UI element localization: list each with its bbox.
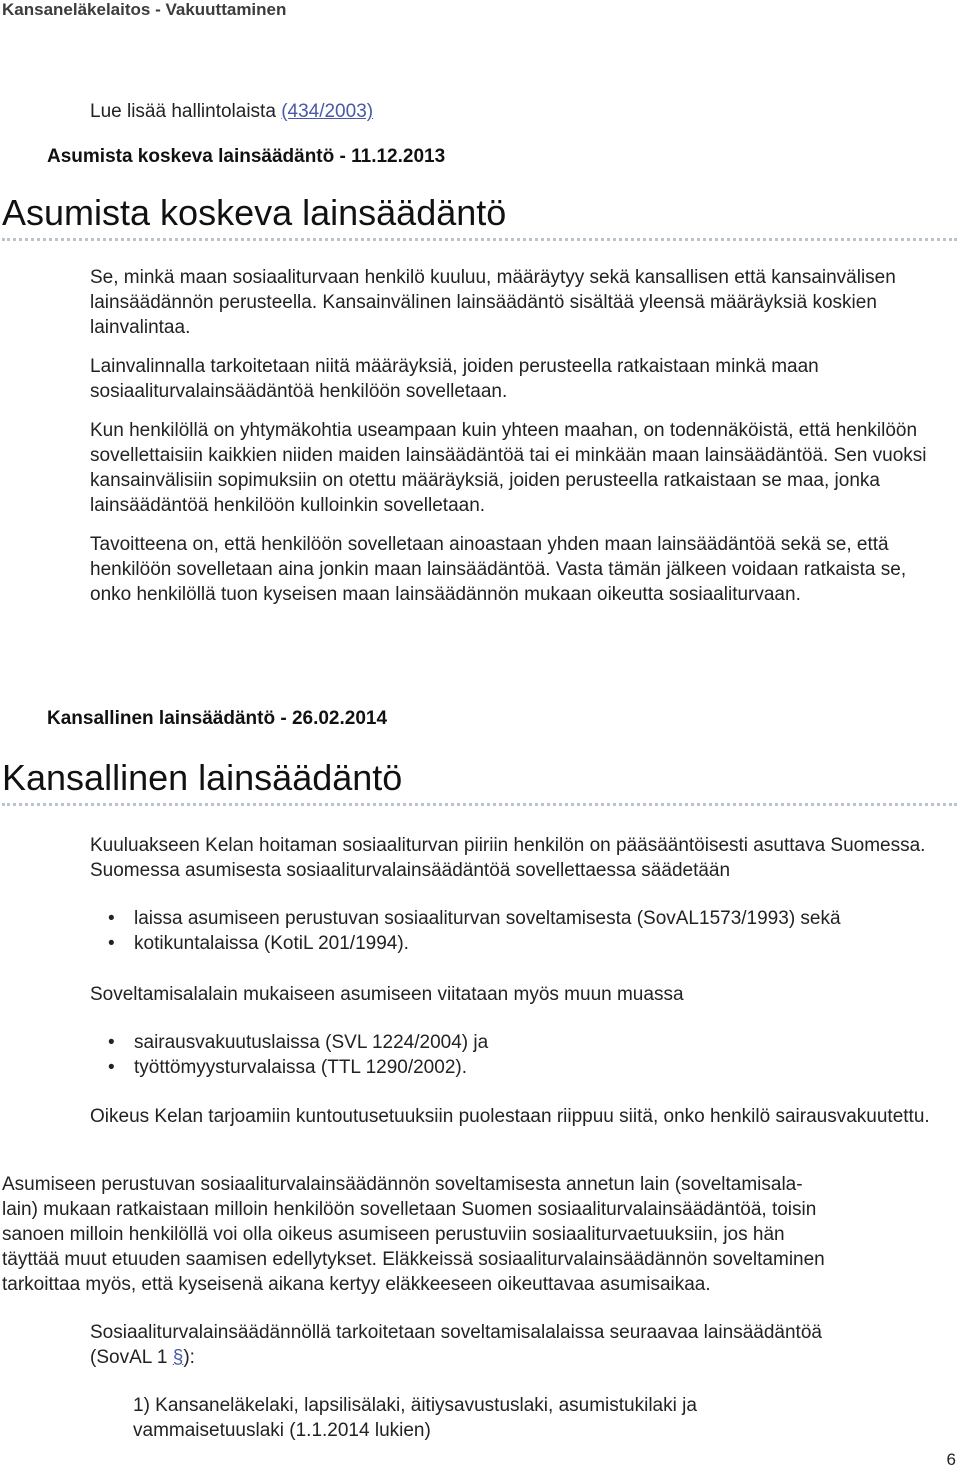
bullet-icon: •: [108, 908, 115, 929]
page-number: 6: [946, 1450, 956, 1469]
list-item: • sairausvakuutuslaissa (SVL 1224/2004) ja: [108, 1032, 489, 1053]
read-more-text: Lue lisää hallintolaista: [90, 101, 282, 122]
section2-p1: Kuuluakseen Kelan hoitaman sosiaaliturvan piiriin henkilön on pääsääntöisesti asuttava Suomessa. Suomessa asumisesta sosiaaliturvalainsäädäntöä sovellettaessa säädetään: [90, 835, 926, 881]
text-line: tarkoittaa myös, että kyseisenä aikana kertyy eläkkeeseen oikeuttavaa asumisaikaa.: [2, 1274, 711, 1295]
page-title-asuminen: Asumista koskeva lainsäädäntö: [2, 192, 507, 233]
list-item: • työttömyysturvalaissa (TTL 1290/2002).: [108, 1057, 467, 1078]
title-divider: [2, 238, 957, 241]
text-line: Sosiaaliturvalainsäädännöllä tarkoitetaan soveltamisalalaissa seuraavaa lainsäädäntöä: [90, 1322, 822, 1343]
text-line: (SovAL 1 §):: [90, 1347, 195, 1368]
paragraph: Lainvalinnalla tarkoitetaan niitä määräyksiä, joiden perusteella ratkaistaan minkä maan sosiaaliturvalainsäädäntöä henkilöön sovelletaan.: [90, 356, 819, 402]
section2-p5: [90, 1320, 950, 1370]
page-header: Kansaneläkelaitos - Vakuuttaminen: [2, 0, 287, 19]
numbered-item: 1) Kansaneläkelaki, lapsilisälaki, äitiysavustuslaki, asumistukilaki ja vammaisetuuslaki (1.1.2014 lukien): [133, 1395, 697, 1441]
section2-p2: Soveltamisalalain mukaiseen asumiseen viitataan myös muun muassa: [90, 984, 684, 1005]
bullet-icon: •: [108, 1032, 115, 1053]
text-line: lain) mukaan ratkaistaan milloin henkilöön sovelletaan Suomen sosiaaliturvalainsäädäntöä, toisin: [2, 1199, 817, 1220]
list-item: • kotikuntalaissa (KotiL 201/1994).: [108, 933, 409, 954]
viittaus-law-list: [108, 1030, 948, 1080]
section-sign-link[interactable]: §: [172, 1347, 184, 1368]
paragraph: Kun henkilöllä on yhtymäkohtia useampaan kuin yhteen maahan, on todennäköistä, että henkilöön sovellettaisiin kaikkien niiden maiden lainsäädäntöä tai ei minkään maan lainsäädäntöä. Sen vuoksi kansainvälisiin sopimuksiin on otettu määräyksiä, joiden perusteella ratkaistaan se maa, jonka lainsäädäntöä henkilöön kulloinkin sovelletaan.: [90, 420, 927, 516]
paragraph: Se, minkä maan sosiaaliturvaan henkilö kuuluu, määräytyy sekä kansallisen että kansainvälisen lainsäädännön perusteella. Kansainvälinen lainsäädäntö sisältää yleensä määräyksiä koskien lainvalintaa.: [90, 267, 896, 338]
asuminen-law-list: [108, 906, 948, 956]
section2-p3: Oikeus Kelan tarjoamiin kuntoutusetuuksiin puolestaan riippuu siitä, onko henkilö sairausvakuutettu.: [90, 1106, 930, 1127]
title-divider: [2, 803, 957, 806]
bullet-icon: •: [108, 933, 115, 954]
text-line: sanoen milloin henkilöllä voi olla oikeus asumiseen perustuviin sosiaaliturvaetuuksiin, jos hän: [2, 1224, 785, 1245]
section2-p4: [2, 1172, 957, 1297]
paragraph: Tavoitteena on, että henkilöön sovelletaan ainoastaan yhden maan lainsäädäntöä sekä se, että henkilöön sovelletaan aina jonkin maan lainsäädäntöä. Vasta tämän jälkeen voidaan ratkaista se, onko henkilöllä tuon kyseisen maan lainsäädännön mukaan oikeutta sosiaaliturvaan.: [90, 534, 907, 605]
read-more-line: [90, 99, 373, 124]
section1-body: [90, 265, 950, 607]
text-line: Asumiseen perustuvan sosiaaliturvalainsäädännön soveltamisesta annetun lain (soveltamisala-: [2, 1174, 803, 1195]
section-label-kansallinen: Kansallinen lainsäädäntö - 26.02.2014: [47, 708, 388, 729]
page-title-kansallinen: Kansallinen lainsäädäntö: [2, 757, 403, 798]
section-label-asuminen: Asumista koskeva lainsäädäntö - 11.12.2013: [47, 146, 446, 167]
text-line: täyttää muut etuuden saamisen edellytykset. Eläkkeissä sosiaaliturvalainsäädännön soveltaminen: [2, 1249, 825, 1270]
hallintolaki-link[interactable]: (434/2003): [281, 101, 374, 122]
list-item: • laissa asumiseen perustuvan sosiaaliturvan soveltamisesta (SovAL1573/1993) sekä: [108, 908, 841, 929]
bullet-icon: •: [108, 1057, 115, 1078]
